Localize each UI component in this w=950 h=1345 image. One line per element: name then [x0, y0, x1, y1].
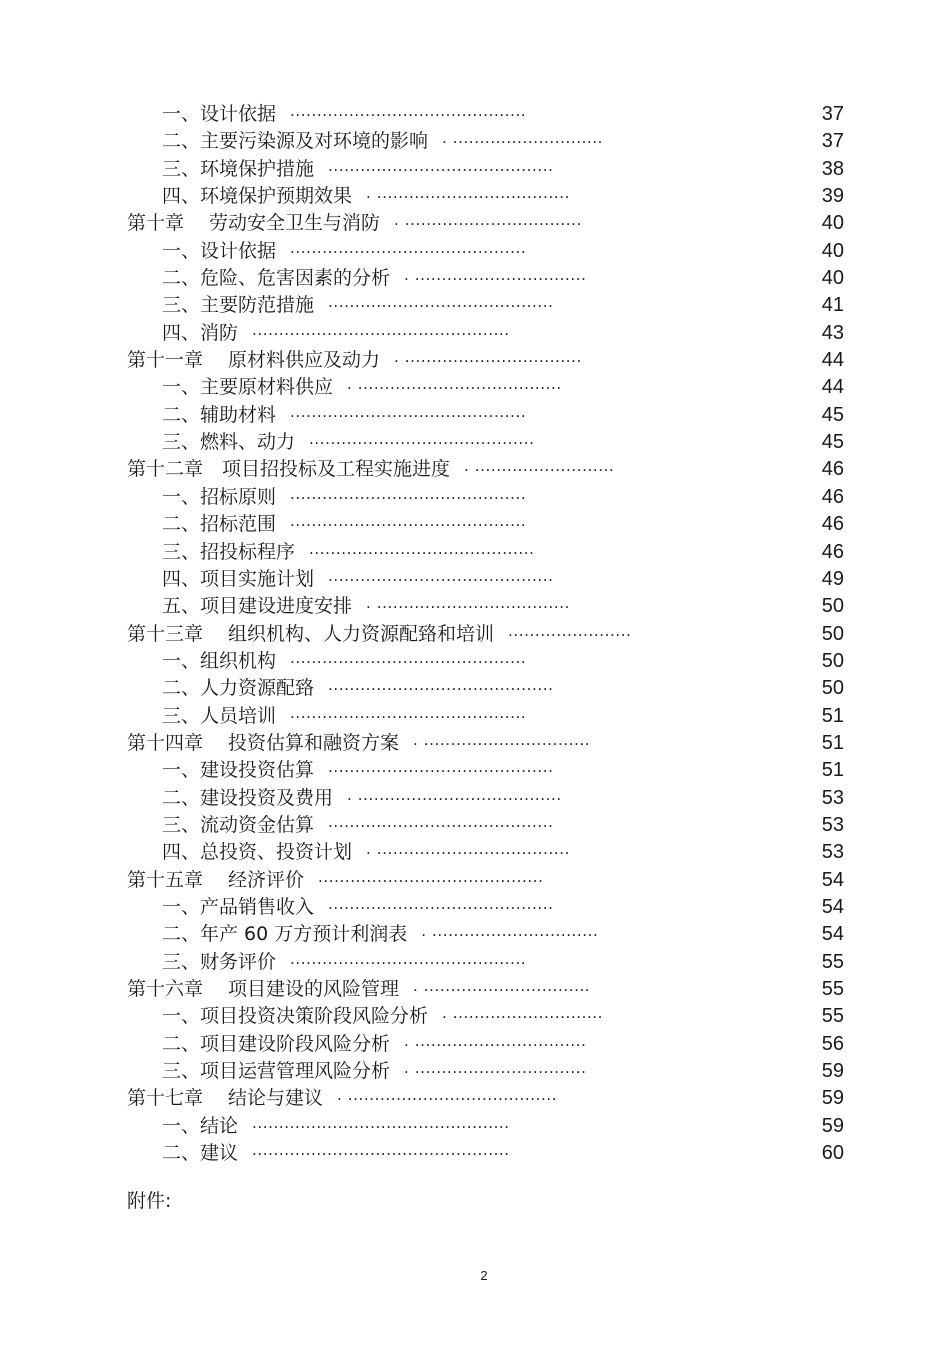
toc-chapter-row[interactable]: [0, 621, 950, 648]
toc-entry-title: 第十七章 结论与建议: [127, 1087, 324, 1110]
toc-section-row[interactable]: [0, 402, 950, 429]
toc-dot-leader: .......................: [508, 621, 632, 640]
toc-page-number: 50: [821, 622, 844, 645]
attachments-label: 附件:: [127, 1190, 172, 1212]
toc-chapter-row[interactable]: [0, 210, 950, 237]
toc-section-row[interactable]: [0, 292, 950, 319]
toc-dot-leader: ............................................: [290, 484, 527, 503]
toc-dot-leader: ..........................................: [318, 867, 544, 886]
toc-entry-title: 三、财务评价: [162, 950, 277, 973]
toc-page-number: 55: [821, 1005, 844, 1028]
toc-entry-title: 一、设计依据: [162, 239, 277, 262]
toc-section-row[interactable]: [0, 757, 950, 784]
toc-page-number: 44: [821, 376, 844, 399]
toc-entry-title: 二、辅助材料: [162, 403, 277, 426]
toc-entry-title: 二、人力资源配臵: [162, 677, 315, 700]
toc-entry-title: 一、产品销售收入: [162, 895, 315, 918]
toc-page-number: 49: [821, 567, 844, 590]
toc-dot-leader: . ................................: [404, 266, 587, 285]
toc-dot-leader: ..........................................: [328, 676, 554, 695]
toc-page-number: 56: [821, 1032, 844, 1055]
toc-entry-title: 第十二章 项目招投标及工程实施进度: [127, 458, 451, 481]
toc-entry-title: 一、建设投资估算: [162, 759, 315, 782]
toc-page-number: 53: [821, 813, 844, 836]
toc-entry-title: 四、消防: [162, 321, 239, 344]
toc-section-row[interactable]: [0, 593, 950, 620]
toc-page-number: 38: [821, 157, 844, 180]
toc-entry-title: 三、招投标程序: [162, 540, 296, 563]
toc-dot-leader: ............................................: [290, 512, 527, 531]
toc-entry-title: 三、流动资金估算: [162, 813, 315, 836]
toc-section-row[interactable]: [0, 839, 950, 866]
toc-page-number: 46: [821, 513, 844, 536]
toc-section-row[interactable]: [0, 183, 950, 210]
toc-dot-leader: ..........................................: [328, 758, 554, 777]
toc-section-row[interactable]: [0, 484, 950, 511]
toc-dot-leader: . ............................: [442, 1004, 604, 1023]
toc-page-number: 54: [821, 868, 844, 891]
toc-entry-title: 二、建设投资及费用: [162, 786, 334, 809]
toc-section-row[interactable]: [0, 320, 950, 347]
toc-entry-title: 第十三章 组织机构、人力资源配臵和培训: [127, 622, 495, 645]
toc-entry-title: 一、项目投资决策阶段风险分析: [162, 1005, 429, 1028]
toc-entry-title: 一、组织机构: [162, 649, 277, 672]
toc-dot-leader: . ......................................: [347, 375, 562, 394]
toc-section-row[interactable]: [0, 101, 950, 128]
toc-entry-title: 三、环境保护措施: [162, 157, 315, 180]
toc-dot-leader: . ............................: [442, 129, 604, 148]
toc-section-row[interactable]: [0, 539, 950, 566]
toc-dot-leader: ..........................................: [309, 539, 535, 558]
toc-dot-leader: ..........................................: [309, 430, 535, 449]
table-of-contents: [0, 101, 950, 1167]
toc-dot-leader: ..........................................: [328, 156, 554, 175]
toc-dot-leader: . ...............................: [413, 730, 591, 749]
toc-entry-title: 二、招标范围: [162, 513, 277, 536]
toc-section-row[interactable]: [0, 128, 950, 155]
toc-page-number: 45: [821, 403, 844, 426]
toc-dot-leader: ..........................................: [328, 894, 554, 913]
toc-dot-leader: . .......................................: [337, 1086, 558, 1105]
toc-dot-leader: ..........................................: [328, 293, 554, 312]
toc-entry-title: 二、年产 60 万方预计利润表: [162, 923, 408, 946]
toc-chapter-row[interactable]: [0, 976, 950, 1003]
toc-entry-title: 一、招标原则: [162, 485, 277, 508]
toc-page-number: 40: [821, 267, 844, 290]
toc-page-number: 44: [821, 349, 844, 372]
toc-page-number: 59: [821, 1114, 844, 1137]
toc-dot-leader: ................................................: [252, 1113, 510, 1132]
toc-chapter-row[interactable]: [0, 1085, 950, 1112]
toc-page-number: 59: [821, 1087, 844, 1110]
toc-section-row[interactable]: [0, 785, 950, 812]
toc-dot-leader: . ....................................: [366, 184, 570, 203]
toc-entry-title: 四、环境保护预期效果: [162, 185, 353, 208]
toc-page-number: 43: [821, 321, 844, 344]
toc-page-number: 51: [821, 704, 844, 727]
toc-chapter-row[interactable]: [0, 456, 950, 483]
toc-dot-leader: ............................................: [290, 949, 527, 968]
toc-entry-title: 第十章 劳动安全卫生与消防: [127, 212, 381, 235]
toc-section-row[interactable]: [0, 812, 950, 839]
toc-page-number: 46: [821, 458, 844, 481]
toc-entry-title: 三、燃料、动力: [162, 431, 296, 454]
toc-section-row[interactable]: [0, 429, 950, 456]
toc-dot-leader: . ......................................: [347, 785, 562, 804]
toc-page-number: 55: [821, 978, 844, 1000]
toc-page-number: 37: [821, 103, 844, 125]
toc-entry-title: 四、项目实施计划: [162, 567, 315, 590]
toc-page-number: 53: [821, 841, 844, 864]
toc-page-number: 39: [821, 185, 844, 208]
toc-section-row[interactable]: [0, 648, 950, 675]
toc-entry-title: 第十六章 项目建设的风险管理: [127, 978, 400, 1000]
toc-dot-leader: ............................................: [290, 703, 527, 722]
toc-dot-leader: . ..........................: [464, 457, 615, 476]
toc-dot-leader: ................................................: [252, 1141, 510, 1160]
toc-page-number: 55: [821, 950, 844, 973]
toc-page-number: 37: [821, 130, 844, 153]
toc-page-number: 59: [821, 1060, 844, 1083]
toc-page-number: 53: [821, 786, 844, 809]
toc-entry-title: 第十五章 经济评价: [127, 868, 305, 891]
toc-section-row[interactable]: [0, 1113, 950, 1140]
toc-dot-leader: ............................................: [290, 238, 527, 257]
toc-dot-leader: . .................................: [394, 211, 582, 230]
toc-entry-title: 三、主要防范措施: [162, 294, 315, 317]
toc-dot-leader: ..........................................: [328, 812, 554, 831]
toc-entry-title: 第十四章 投资估算和融资方案: [127, 731, 400, 754]
toc-dot-leader: ............................................: [290, 402, 527, 421]
toc-section-row[interactable]: [0, 156, 950, 183]
toc-entry-title: 一、设计依据: [162, 103, 277, 125]
toc-section-row[interactable]: [0, 374, 950, 401]
toc-section-row[interactable]: [0, 566, 950, 593]
toc-entry-title: 二、主要污染源及对环境的影响: [162, 130, 429, 153]
toc-dot-leader: . ................................: [404, 1031, 587, 1050]
toc-section-row[interactable]: [0, 894, 950, 921]
toc-chapter-row[interactable]: [0, 730, 950, 757]
toc-dot-leader: ................................................: [252, 320, 510, 339]
toc-section-row[interactable]: [0, 675, 950, 702]
toc-page-number: 54: [821, 895, 844, 918]
toc-page-number: 45: [821, 431, 844, 454]
toc-dot-leader: . ...............................: [421, 922, 599, 941]
toc-entry-title: 第十一章 原材料供应及动力: [127, 349, 381, 372]
toc-page-number: 54: [821, 923, 844, 946]
toc-entry-title: 三、人员培训: [162, 704, 277, 727]
toc-entry-title: 二、项目建设阶段风险分析: [162, 1032, 391, 1055]
toc-page-number: 41: [821, 294, 844, 317]
toc-section-row[interactable]: [0, 1140, 950, 1167]
toc-entry-title: 三、项目运营管理风险分析: [162, 1060, 391, 1083]
toc-page-number: 50: [821, 649, 844, 672]
toc-page-number: 40: [821, 212, 844, 235]
toc-entry-title: 二、建议: [162, 1142, 239, 1165]
toc-page-number: 51: [821, 731, 844, 754]
toc-dot-leader: . ...............................: [413, 977, 591, 995]
toc-page-number: 50: [821, 677, 844, 700]
toc-page-number: 40: [821, 239, 844, 262]
toc-entry-title: 一、主要原材料供应: [162, 376, 334, 399]
toc-page-number: 46: [821, 485, 844, 508]
toc-section-row[interactable]: [0, 1058, 950, 1085]
toc-section-row[interactable]: [0, 238, 950, 265]
toc-page-number: 46: [821, 540, 844, 563]
toc-page-number: 51: [821, 759, 844, 782]
toc-dot-leader: ..........................................: [328, 566, 554, 585]
toc-page-number: 60: [821, 1142, 844, 1165]
toc-section-row[interactable]: [0, 921, 950, 948]
toc-dot-leader: . .................................: [394, 348, 582, 367]
toc-dot-leader: ............................................: [290, 648, 527, 667]
toc-section-row[interactable]: [0, 511, 950, 538]
toc-entry-title: 四、总投资、投资计划: [162, 841, 353, 864]
toc-dot-leader: . ....................................: [366, 594, 570, 613]
toc-chapter-row[interactable]: [0, 347, 950, 374]
toc-page-number: 50: [821, 595, 844, 618]
toc-section-row[interactable]: [0, 703, 950, 730]
toc-section-row[interactable]: [0, 1003, 950, 1030]
toc-entry-title: 二、危险、危害因素的分析: [162, 267, 391, 290]
toc-section-row[interactable]: [0, 265, 950, 292]
toc-entry-title: 一、结论: [162, 1114, 239, 1137]
toc-dot-leader: . ................................: [404, 1059, 587, 1078]
toc-section-row[interactable]: [0, 949, 950, 976]
toc-dot-leader: ............................................: [290, 102, 527, 120]
toc-entry-title: 五、项目建设进度安排: [162, 595, 353, 618]
toc-chapter-row[interactable]: [0, 867, 950, 894]
toc-section-row[interactable]: [0, 1031, 950, 1058]
toc-dot-leader: . ....................................: [366, 840, 570, 859]
page-number: 2: [480, 1268, 488, 1283]
